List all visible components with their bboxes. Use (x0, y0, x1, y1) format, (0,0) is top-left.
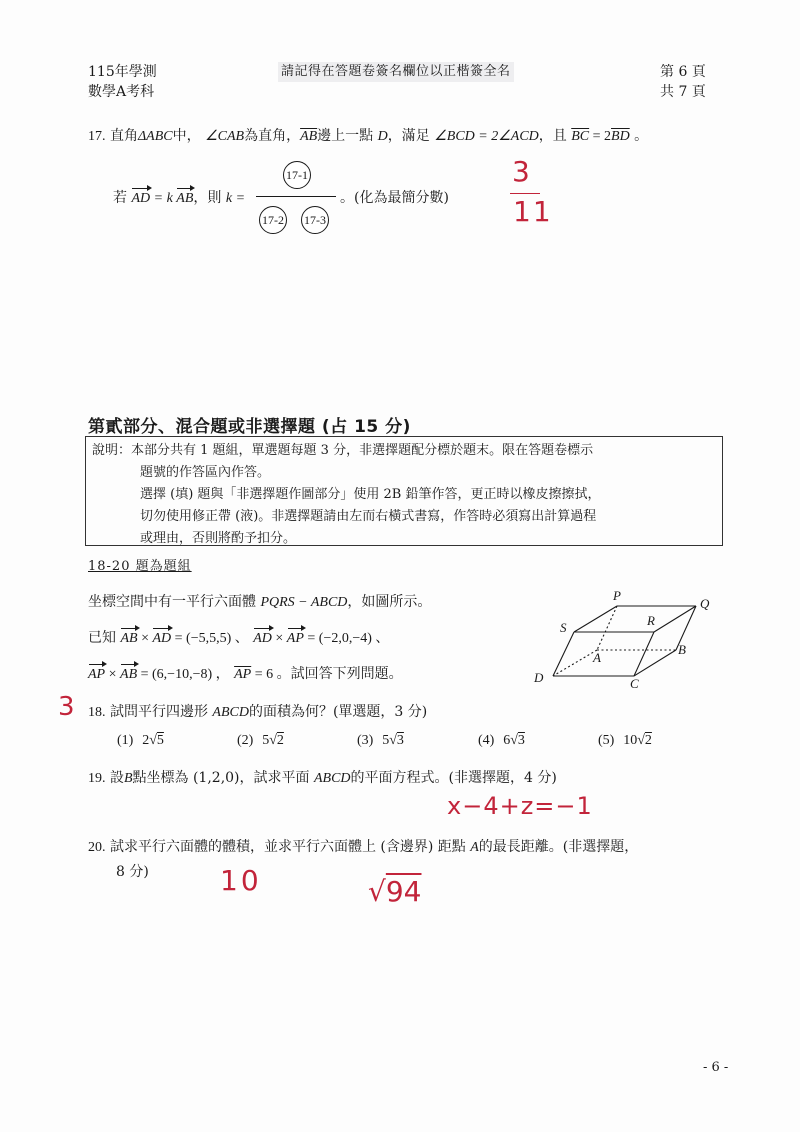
math-vector: AB (120, 629, 137, 649)
sqrt-icon: √ (368, 875, 386, 908)
question-20-points: 8 分) (116, 864, 149, 880)
instruction-line: 切勿使用修正帶 (液)。非選擇題請由左而右橫式書寫，作答時必須寫出計算過程 (140, 509, 597, 524)
text: = k (150, 191, 177, 206)
label-r: R (647, 613, 655, 628)
option-label: (4) (478, 733, 495, 748)
label-b: B (678, 642, 686, 657)
handwritten-fraction-bar (510, 193, 540, 194)
answer-blank-17-2[interactable]: 17-2 (259, 206, 287, 234)
text: ，滿足 (387, 128, 430, 144)
question-20-stem (88, 837, 638, 858)
instruction-line: 選擇 (填) 題與「非選擇題作圖部分」使用 2B 鉛筆作答，更正時以橡皮擦擦拭， (140, 487, 601, 502)
page-number: - 6 - (703, 1060, 729, 1075)
math-angle: ∠CAB (205, 129, 245, 144)
parallelepiped-figure (520, 580, 740, 690)
handwritten-distance (368, 876, 421, 908)
question-18-stem (88, 702, 427, 723)
option-5[interactable] (598, 730, 652, 751)
question-17-stem (88, 126, 648, 147)
math-solid: PQRS − ABCD (260, 595, 348, 610)
given-cross-products (88, 628, 389, 649)
math-point: B (123, 771, 133, 786)
math-segment: $\overline{BD}$ (611, 129, 630, 144)
option-radicand: 5 (156, 733, 164, 748)
math-segment: $\overline{AB}$ (300, 129, 318, 144)
math-plane: ABCD (313, 771, 351, 786)
times: × (137, 631, 153, 646)
handwritten-radicand: 94 (385, 875, 422, 908)
math-vector: AD (253, 629, 272, 649)
option-2[interactable] (237, 730, 284, 751)
answer-blank-17-3[interactable]: 17-3 (301, 206, 329, 234)
instruction-line: 或理由，否則將酌予扣分。 (140, 531, 297, 546)
option-radicand: 3 (517, 733, 525, 748)
option-radicand: 2 (276, 733, 284, 748)
sqrt-icon: √ (269, 733, 277, 748)
given-cross-products-2 (88, 664, 403, 685)
option-coef: 5 (382, 733, 390, 748)
math-vector: AB (120, 665, 137, 685)
handwritten-denominator: 11 (513, 195, 553, 228)
label-q: Q (700, 596, 710, 611)
option-coef: 6 (503, 733, 511, 748)
math-segment: $\overline{AP}$ (234, 667, 252, 682)
text: 的最長距離。(非選擇題， (478, 839, 639, 855)
question-17-prompt (113, 188, 245, 209)
fraction-bar (256, 196, 336, 197)
math-value: = (−5,5,5) 、 (171, 631, 249, 646)
times: × (105, 667, 121, 682)
text: 點坐標為 (1,2,0)，試求平面 (132, 770, 310, 786)
math-shape: ABCD (212, 705, 249, 720)
text: ，如圖所示。 (347, 594, 432, 610)
header-page-info (660, 62, 706, 102)
math-angle-equation: ∠BCD = 2∠ACD (434, 129, 539, 144)
math-segment: $\overline{BC}$ (571, 129, 590, 144)
math-vector: AD (131, 189, 150, 209)
text: ，則 (193, 190, 222, 206)
instructions-box (85, 436, 723, 546)
option-1[interactable] (117, 730, 164, 751)
exam-year: 115年學測 (88, 64, 157, 80)
header-exam-info (88, 62, 157, 102)
math-vector: AP (88, 665, 105, 685)
question-number: 19. (88, 771, 106, 786)
times: × (271, 631, 287, 646)
answer-blank-17-1[interactable]: 17-1 (283, 161, 311, 189)
handwritten-volume: 10 (220, 864, 262, 897)
option-coef: 5 (262, 733, 270, 748)
sqrt-icon: √ (149, 733, 157, 748)
current-page: 第 6 頁 (660, 64, 706, 80)
total-pages: 共 7 頁 (660, 84, 706, 100)
text: 的平面方程式。(非選擇題，4 分) (350, 770, 557, 786)
math-triangle: ΔABC (137, 129, 173, 144)
text: 為直角， (244, 128, 301, 144)
option-coef: 10 (623, 733, 638, 748)
text: k = (225, 191, 246, 206)
text: 直角 (109, 128, 138, 144)
sqrt-icon: √ (637, 733, 645, 748)
text: ，且 (538, 128, 567, 144)
handwritten-answer-19: x−4+z=−1 (447, 792, 593, 820)
sqrt-icon: √ (510, 733, 518, 748)
option-label: (5) (598, 733, 615, 748)
question-19-stem (88, 768, 557, 789)
math-vector: AD (152, 629, 171, 649)
text: = 6 。試回答下列問題。 (251, 667, 403, 682)
label-d: D (534, 670, 544, 685)
math-point: A (470, 840, 479, 855)
question-group-label: 18-20 題為題組 (88, 559, 192, 574)
text: 已知 (88, 630, 116, 646)
question-number: 17. (88, 129, 106, 144)
option-coef: 2 (142, 733, 150, 748)
group-intro (88, 592, 431, 613)
section-title: 第貳部分、混合題或非選擇題 (占 15 分) (88, 417, 411, 437)
option-3[interactable] (357, 730, 404, 751)
signature-reminder: 請記得在答題卷簽名欄位以正楷簽全名 (278, 62, 514, 82)
simplify-instruction: 。(化為最簡分數) (340, 190, 449, 206)
option-radicand: 2 (644, 733, 652, 748)
math-vector: AB (176, 189, 193, 209)
option-label: (3) (357, 733, 374, 748)
label-c: C (630, 676, 639, 690)
handwritten-numerator: 3 (512, 155, 530, 188)
option-label: (1) (117, 733, 134, 748)
text: 坐標空間中有一平行六面體 (88, 594, 256, 610)
option-label: (2) (237, 733, 254, 748)
question-number: 18. (88, 705, 106, 720)
question-number: 20. (88, 840, 106, 855)
text: 試求平行六面體的體積，並求平行六面體上 (含邊界) 距點 (109, 839, 466, 855)
sqrt-icon: √ (389, 733, 397, 748)
math-value: = (6,−10,−8) ， (137, 667, 230, 682)
text: 邊上一點 (317, 128, 374, 144)
note-text: 本部分共有 1 題組，單選題每題 3 分，非選擇題配分標於題末。限在答題卷標示 (131, 443, 594, 458)
math-vector: AP (287, 629, 304, 649)
label-s: S (560, 620, 567, 635)
label-a: A (593, 650, 601, 665)
text: 中， (172, 128, 201, 144)
option-radicand: 3 (396, 733, 404, 748)
exam-subject: 數學A考科 (88, 84, 155, 100)
text: 。 (629, 128, 649, 144)
text: 的面積為何？(單選題，3 分) (248, 704, 428, 720)
handwritten-answer-18: 3 (58, 692, 75, 722)
text: 若 (113, 190, 127, 206)
math-point: D (377, 129, 388, 144)
instruction-line (92, 440, 716, 462)
text: = 2 (589, 129, 612, 144)
label-p: P (613, 588, 621, 603)
option-4[interactable] (478, 730, 525, 751)
text: 試問平行四邊形 (109, 704, 208, 720)
note-label: 說明： (92, 443, 132, 458)
text: 設 (109, 770, 124, 786)
instruction-line: 題號的作答區內作答。 (140, 465, 271, 480)
math-value: = (−2,0,−4) 、 (303, 631, 390, 646)
